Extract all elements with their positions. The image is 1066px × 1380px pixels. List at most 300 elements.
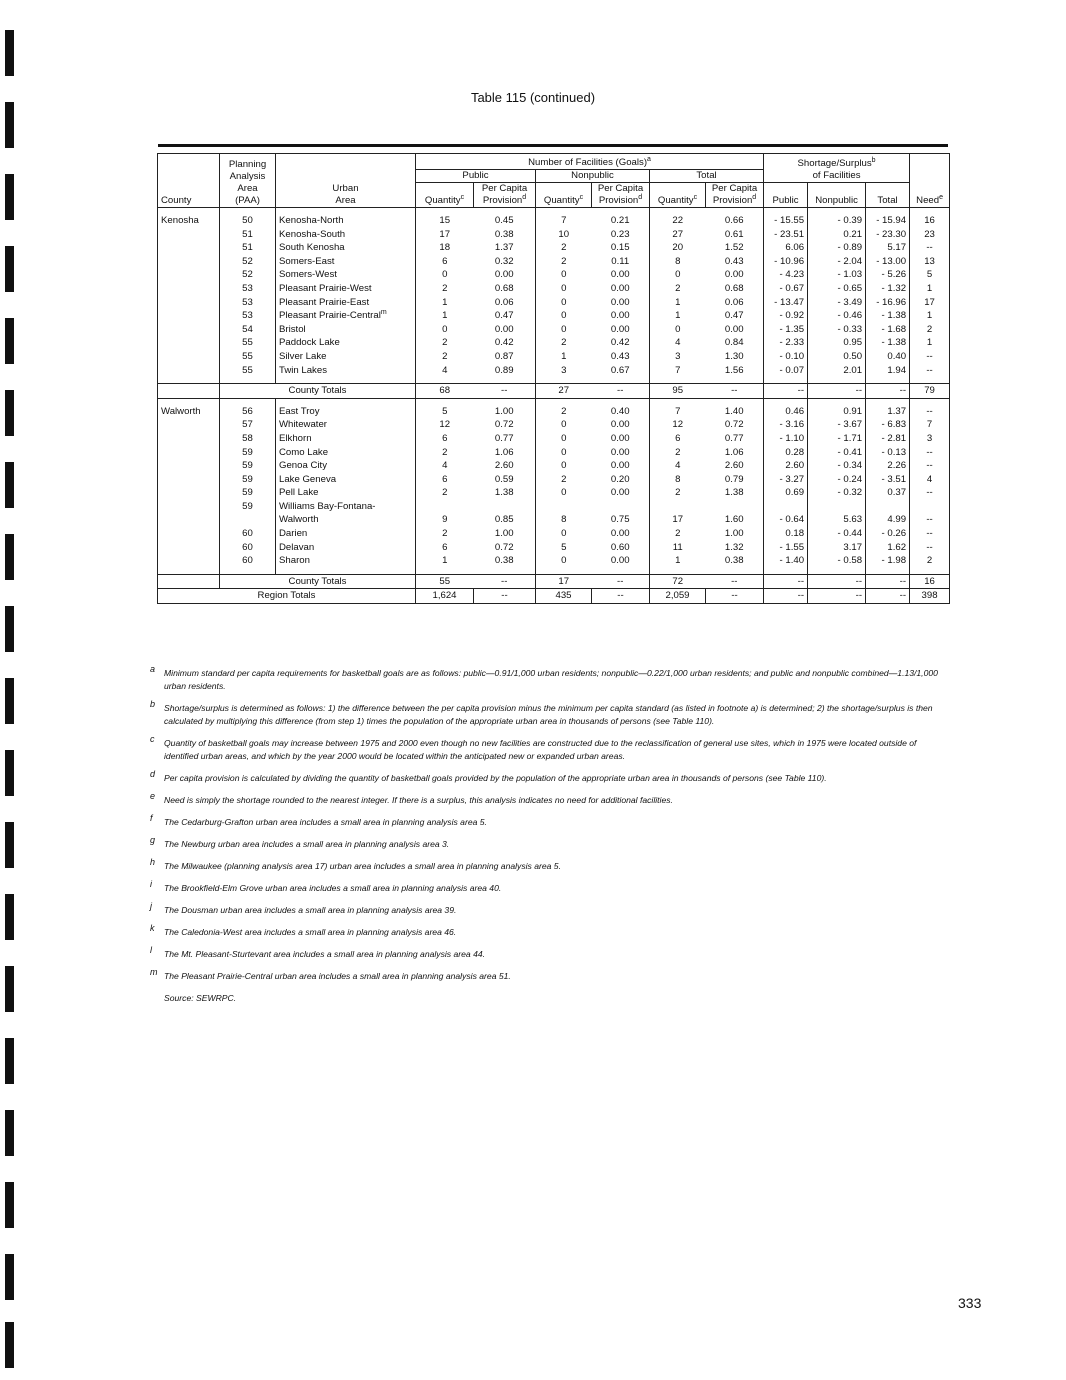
urban-area-cell [276, 296, 416, 310]
table-row [158, 323, 950, 337]
public-provision-cell: 0.68 [494, 282, 514, 294]
total-quantity-cell: 3 [650, 350, 706, 364]
county-cell [158, 364, 220, 378]
county-cell [158, 241, 220, 255]
binder-mark [5, 1182, 14, 1228]
header-urban-area: Urban Area [276, 154, 416, 208]
shortage-nonpublic-cell: - 0.65 [808, 282, 866, 296]
shortage-total-cell: 2.26 [866, 459, 910, 473]
urban-area-cell [276, 323, 416, 337]
footnote-text: The Dousman urban area includes a small area in planning analysis area 39. [164, 905, 457, 915]
shortage-public-cell: - 3.27 [779, 473, 805, 485]
header-total-provision: Per Capita Provision$^d$ [706, 183, 764, 208]
nonpublic-quantity-cell: 2 [536, 473, 592, 487]
nonpublic-quantity-cell: 0 [536, 418, 592, 432]
urban-area-name: South Kenosha [279, 242, 345, 254]
nonpublic-quantity-cell: 2 [536, 405, 592, 419]
total-provision-cell: 1.06 [706, 446, 764, 460]
total-quantity-cell: 0 [650, 268, 706, 282]
county-cell [158, 513, 220, 527]
header-number-of-facilities: Number of Facilities (Goals)$^a$ [416, 154, 764, 170]
source-note: Source: SEWRPC. [164, 993, 237, 1003]
total-quantity-cell: 17 [650, 513, 706, 527]
shortage-nonpublic-cell: 0.21 [808, 228, 866, 242]
table-row [158, 336, 950, 350]
total-quantity-cell: 22 [650, 214, 706, 228]
shortage-total-cell: 1.94 [866, 364, 910, 378]
footnote [150, 857, 950, 873]
shortage-public-cell: - 0.10 [779, 350, 805, 362]
public-provision-cell: 0.77 [494, 432, 514, 444]
footnote [150, 945, 950, 961]
public-provision-cell: 1.38 [494, 487, 514, 499]
total-quantity-cell: 8 [650, 473, 706, 487]
shortage-nonpublic-cell: - 3.67 [808, 418, 866, 432]
shortage-total-cell: - 13.00 [866, 255, 910, 269]
footnote [150, 967, 950, 983]
need-cell: -- [910, 527, 950, 541]
totals-public-provision-cell: -- [474, 384, 536, 399]
header-public: Public [416, 170, 536, 183]
binder-mark [5, 390, 14, 436]
urban-area-cell [276, 432, 416, 446]
header-total-quantity: Quantity$^c$ [650, 183, 706, 208]
total-quantity-cell: 11 [650, 541, 706, 555]
table-row [158, 554, 950, 568]
table-row [158, 432, 950, 446]
nonpublic-quantity-cell: 10 [536, 228, 592, 242]
paa-cell: 51 [220, 228, 276, 242]
shortage-public-cell: 2.60 [785, 460, 805, 472]
total-quantity-cell: 12 [650, 418, 706, 432]
nonpublic-provision-cell: 0.11 [611, 255, 630, 267]
paa-cell: 55 [220, 336, 276, 350]
shortage-total-cell: - 16.96 [866, 296, 910, 310]
county-cell [158, 350, 220, 364]
total-quantity-cell: 2 [650, 527, 706, 541]
footnote [150, 813, 950, 829]
binder-mark [5, 174, 14, 220]
shortage-nonpublic-cell [808, 500, 866, 514]
public-provision-cell: 0.45 [494, 215, 514, 226]
public-quantity-cell: 9 [416, 513, 474, 527]
need-cell: -- [910, 405, 950, 419]
public-quantity-cell: 4 [416, 459, 474, 473]
shortage-total-cell: 4.99 [866, 513, 910, 527]
urban-area-name: Como Lake [279, 446, 329, 458]
county-cell [158, 541, 220, 555]
footnote [150, 879, 950, 895]
totals-total-provision-cell: -- [706, 384, 764, 399]
header-nonpublic: Nonpublic [536, 170, 650, 183]
urban-area-cell [276, 459, 416, 473]
binder-mark [5, 102, 14, 148]
shortage-public-cell: - 10.96 [774, 255, 805, 267]
county-cell [158, 323, 220, 337]
shortage-nonpublic-cell: - 0.41 [808, 446, 866, 460]
shortage-total-cell: - 6.83 [866, 418, 910, 432]
urban-area-cell [276, 214, 416, 228]
footnotes [150, 664, 950, 1014]
urban-area-cell [276, 255, 416, 269]
region-public-provision-cell: -- [474, 589, 536, 604]
totals-shortage-total-cell: -- [866, 574, 910, 589]
public-provision-cell: 0.72 [494, 541, 514, 553]
nonpublic-provision-cell: 0.00 [610, 432, 630, 444]
nonpublic-quantity-cell: 0 [536, 527, 592, 541]
public-provision-cell: 0.85 [494, 514, 514, 526]
county-cell [158, 432, 220, 446]
public-quantity-cell: 2 [416, 282, 474, 296]
public-provision-cell: 0.00 [494, 323, 514, 335]
shortage-total-cell: - 1.98 [866, 554, 910, 568]
nonpublic-quantity-cell: 7 [536, 214, 592, 228]
county-cell: Walworth [158, 405, 220, 419]
shortage-nonpublic-cell: - 2.04 [808, 255, 866, 269]
urban-area-cell [276, 500, 416, 514]
totals-need-cell: 79 [910, 384, 950, 399]
nonpublic-quantity-cell: 5 [536, 541, 592, 555]
urban-area-cell [276, 405, 416, 419]
nonpublic-provision-cell: 0.00 [610, 460, 630, 472]
footnote [150, 769, 950, 785]
urban-area-cell [276, 541, 416, 555]
footnote-text: Shortage/surplus is determined as follows: 1) the difference between the per capita provision minus the minimum per capita standard (as listed in footnote a) is determined; 2) the shortage/surplus is then calculated by multiplying this difference (from step 1) times the population of the appropriate urban area in thousands of persons (see Table 110). [164, 703, 933, 726]
paa-cell: 54 [220, 323, 276, 337]
shortage-public-cell: - 15.55 [774, 215, 805, 226]
footnote-mark: f [150, 813, 153, 823]
shortage-nonpublic-cell: 3.17 [808, 541, 866, 555]
binder-mark [5, 750, 14, 796]
public-quantity-cell: 1 [416, 309, 474, 323]
urban-area-name: Darien [279, 528, 308, 540]
header-total: Total [650, 170, 764, 183]
binder-mark [5, 318, 14, 364]
totals-total-quantity-cell: 95 [650, 384, 706, 399]
shortage-nonpublic-cell: - 0.44 [808, 527, 866, 541]
header-shortage-public: Public [764, 183, 808, 208]
shortage-total-cell: - 1.38 [866, 336, 910, 350]
total-quantity-cell: 8 [650, 255, 706, 269]
county-cell [158, 255, 220, 269]
total-provision-cell: 0.43 [706, 255, 764, 269]
total-provision-cell: 1.60 [706, 513, 764, 527]
urban-area-cell [276, 241, 416, 255]
need-cell: -- [910, 446, 950, 460]
public-provision-cell: 0.42 [494, 337, 514, 349]
urban-area-name: Bristol [279, 323, 306, 335]
shortage-nonpublic-cell: - 0.33 [808, 323, 866, 337]
footnote-mark: h [150, 857, 156, 867]
urban-area-name: Pleasant Prairie-Central [279, 310, 381, 322]
table-body [158, 208, 950, 604]
total-quantity-cell: 4 [650, 336, 706, 350]
footnote-text: The Newburg urban area includes a small area in planning analysis area 3. [164, 839, 450, 849]
totals-total-provision-cell: -- [706, 574, 764, 589]
shortage-public-cell: - 0.64 [779, 514, 805, 526]
paa-cell: 50 [220, 214, 276, 228]
totals-shortage-public-cell: -- [764, 574, 808, 589]
need-cell: -- [910, 513, 950, 527]
shortage-nonpublic-cell: - 1.03 [808, 268, 866, 282]
nonpublic-provision-cell: 0.00 [610, 419, 630, 431]
paa-cell: 60 [220, 527, 276, 541]
header-shortage-total: Total [866, 183, 910, 208]
county-cell [158, 418, 220, 432]
header-nonpublic-provision: Per Capita Provision$^d$ [592, 183, 650, 208]
need-cell: 2 [910, 554, 950, 568]
public-provision-cell: 0.59 [494, 473, 514, 485]
urban-area-name: Somers-East [279, 255, 335, 267]
binder-mark [5, 1254, 14, 1300]
public-quantity-cell: 4 [416, 364, 474, 378]
need-cell [910, 500, 950, 514]
public-quantity-cell: 17 [416, 228, 474, 242]
table-row [158, 350, 950, 364]
need-cell: 1 [910, 309, 950, 323]
shortage-public-cell: - 1.10 [779, 432, 805, 444]
footnote [150, 791, 950, 807]
total-quantity-cell: 0 [650, 323, 706, 337]
shortage-total-cell: - 15.94 [866, 214, 910, 228]
shortage-public-cell: - 23.51 [774, 228, 805, 240]
urban-area-name: Whitewater [279, 419, 327, 431]
shortage-public-cell [764, 500, 808, 514]
county-totals-label: County Totals [220, 384, 416, 399]
footnote-text: Minimum standard per capita requirements for basketball goals are as follows: public—0.91/1,000 urban residents; nonpublic—0.22/1,000 urban residents; and public and nonpublic combined—1.13/1,000 urban residents. [164, 668, 938, 691]
binder-mark [5, 894, 14, 940]
paa-cell: 59 [220, 459, 276, 473]
binder-mark [5, 462, 14, 508]
footnote-text: Need is simply the shortage rounded to the nearest integer. If there is a surplus, this analysis indicates no need for additional facilities. [164, 795, 673, 805]
nonpublic-quantity-cell: 0 [536, 323, 592, 337]
need-cell: 23 [910, 228, 950, 242]
urban-area-cell [276, 309, 416, 323]
total-quantity-cell: 2 [650, 486, 706, 500]
paa-cell [220, 513, 276, 527]
footnote-text: The Cedarburg-Grafton urban area includes a small area in planning analysis area 5. [164, 817, 487, 827]
nonpublic-quantity-cell: 0 [536, 459, 592, 473]
footnote-text: The Milwaukee (planning analysis area 17) urban area includes a small area in planning analysis area 5. [164, 861, 561, 871]
public-provision-cell: 0.06 [494, 296, 514, 308]
nonpublic-provision-cell: 0.00 [610, 323, 630, 335]
table-row [158, 446, 950, 460]
public-quantity-cell: 6 [416, 255, 474, 269]
binder-mark [5, 822, 14, 868]
public-quantity-cell: 6 [416, 473, 474, 487]
urban-area-name: Elkhorn [279, 432, 312, 444]
binder-mark [5, 30, 14, 76]
need-cell: 1 [910, 282, 950, 296]
header-nonpublic-quantity: Quantity$^c$ [536, 183, 592, 208]
footnote-text: The Mt. Pleasant-Sturtevant area includes a small area in planning analysis area 44. [164, 949, 486, 959]
footnote-mark: m [150, 967, 158, 977]
footnote-mark: k [150, 923, 155, 933]
public-provision-cell: 0.38 [494, 555, 514, 567]
total-provision-cell [706, 500, 764, 514]
public-quantity-cell: 0 [416, 268, 474, 282]
binder-mark [5, 1038, 14, 1084]
paa-cell: 57 [220, 418, 276, 432]
total-provision-cell: 1.00 [706, 527, 764, 541]
footnote-mark: l [150, 945, 152, 955]
total-provision-cell: 1.52 [706, 241, 764, 255]
urban-area-cell [276, 282, 416, 296]
total-quantity-cell: 20 [650, 241, 706, 255]
shortage-total-cell: - 23.30 [866, 228, 910, 242]
public-provision-cell: 2.60 [494, 460, 514, 472]
need-cell: 3 [910, 432, 950, 446]
urban-area-cell [276, 350, 416, 364]
public-provision-cell: 1.00 [494, 405, 514, 417]
need-cell: 5 [910, 268, 950, 282]
public-provision-cell: 0.87 [494, 350, 514, 362]
table-row [158, 541, 950, 555]
shortage-nonpublic-cell: - 0.39 [808, 214, 866, 228]
footnote-mark: d [150, 769, 156, 779]
total-provision-cell: 0.84 [706, 336, 764, 350]
footnote-mark: j [150, 901, 152, 911]
urban-area-name: Genoa City [279, 460, 327, 472]
public-provision-cell: 0.00 [494, 269, 514, 281]
nonpublic-provision-cell: 0.00 [610, 487, 630, 499]
urban-area-name: Somers-West [279, 269, 337, 281]
need-cell: -- [910, 486, 950, 500]
nonpublic-provision-cell: 0.67 [610, 364, 630, 376]
nonpublic-quantity-cell: 2 [536, 255, 592, 269]
county-cell [158, 296, 220, 310]
total-quantity-cell: 7 [650, 364, 706, 378]
shortage-public-cell: 0.69 [785, 487, 805, 499]
shortage-nonpublic-cell: 2.01 [808, 364, 866, 378]
shortage-nonpublic-cell: - 1.71 [808, 432, 866, 446]
county-totals-row [158, 384, 950, 399]
totals-shortage-total-cell: -- [866, 384, 910, 399]
public-quantity-cell: 2 [416, 527, 474, 541]
county-cell [158, 268, 220, 282]
public-provision-cell: 0.38 [494, 228, 514, 240]
page-number: 333 [958, 1295, 982, 1311]
nonpublic-provision-cell: 0.60 [610, 541, 630, 553]
totals-shortage-public-cell: -- [764, 384, 808, 399]
totals-need-cell: 16 [910, 574, 950, 589]
urban-area-name: Lake Geneva [279, 473, 337, 485]
totals-shortage-nonpublic-cell: -- [808, 384, 866, 399]
footnote [150, 664, 950, 693]
region-nonpublic-quantity-cell: 435 [536, 589, 592, 604]
urban-area-cell [276, 228, 416, 242]
footnote-mark: b [150, 699, 156, 709]
total-provision-cell: 1.38 [706, 486, 764, 500]
nonpublic-provision-cell: 0.20 [610, 473, 630, 485]
nonpublic-provision-cell: 0.75 [610, 514, 630, 526]
nonpublic-quantity-cell: 0 [536, 446, 592, 460]
paa-cell: 59 [220, 446, 276, 460]
binder-mark [5, 966, 14, 1012]
shortage-public-cell: 0.46 [785, 405, 805, 417]
nonpublic-quantity-cell: 0 [536, 309, 592, 323]
footnote [150, 901, 950, 917]
total-provision-cell: 0.79 [706, 473, 764, 487]
need-cell: -- [910, 350, 950, 364]
need-cell: 7 [910, 418, 950, 432]
shortage-nonpublic-cell: - 0.24 [808, 473, 866, 487]
header-public-quantity: Quantity$^c$ [416, 183, 474, 208]
table-row [158, 241, 950, 255]
footnote-mark: g [150, 835, 156, 845]
shortage-total-cell: - 1.32 [866, 282, 910, 296]
total-quantity-cell: 2 [650, 446, 706, 460]
footnote-mark: e [150, 791, 156, 801]
county-cell [158, 459, 220, 473]
need-cell: -- [910, 541, 950, 555]
need-cell: 4 [910, 473, 950, 487]
public-provision-cell: 1.06 [494, 446, 514, 458]
public-quantity-cell: 6 [416, 541, 474, 555]
shortage-total-cell: 5.17 [866, 241, 910, 255]
public-provision-cell: 1.37 [494, 242, 514, 254]
table-row [158, 255, 950, 269]
urban-area-footnote-mark: m [380, 309, 387, 316]
paa-cell: 53 [220, 282, 276, 296]
region-shortage-nonpublic-cell: -- [808, 589, 866, 604]
total-provision-cell: 0.61 [706, 228, 764, 242]
urban-area-name: Kenosha-North [279, 215, 344, 226]
header-shortage-nonpublic: Nonpublic [808, 183, 866, 208]
totals-shortage-nonpublic-cell: -- [808, 574, 866, 589]
total-provision-cell: 0.68 [706, 282, 764, 296]
public-provision-cell [474, 500, 536, 514]
county-cell: Kenosha [158, 214, 220, 228]
shortage-public-cell: 0.18 [785, 528, 805, 540]
county-cell [158, 282, 220, 296]
urban-area-name: Pleasant Prairie-West [279, 282, 372, 294]
nonpublic-quantity-cell: 0 [536, 296, 592, 310]
footnote-text: Per capita provision is calculated by dividing the quantity of basketball goals provided by the population of the appropriate urban area in thousands of persons (see Table 110). [164, 773, 827, 783]
total-provision-cell: 1.32 [706, 541, 764, 555]
basketball-goals-table [157, 153, 950, 604]
public-quantity-cell: 2 [416, 446, 474, 460]
shortage-total-cell: - 0.13 [866, 446, 910, 460]
county-cell [158, 309, 220, 323]
public-quantity-cell: 2 [416, 336, 474, 350]
need-cell: 17 [910, 296, 950, 310]
public-quantity-cell: 1 [416, 554, 474, 568]
total-provision-cell: 1.56 [706, 364, 764, 378]
paa-cell: 59 [220, 473, 276, 487]
region-public-quantity-cell: 1,624 [416, 589, 474, 604]
table-row [158, 228, 950, 242]
total-provision-cell: 0.72 [706, 418, 764, 432]
total-provision-cell: 0.00 [706, 268, 764, 282]
table-row [158, 364, 950, 378]
public-provision-cell: 0.72 [494, 419, 514, 431]
binder-mark [5, 534, 14, 580]
region-need-cell: 398 [910, 589, 950, 604]
nonpublic-provision-cell: 0.00 [610, 282, 630, 294]
totals-nonpublic-provision-cell: -- [592, 574, 650, 589]
urban-area-name: East Troy [279, 405, 320, 417]
urban-area-name: Walworth [279, 514, 319, 526]
county-cell [158, 500, 220, 514]
region-totals-row [158, 589, 950, 604]
nonpublic-quantity-cell [536, 500, 592, 514]
need-cell: 1 [910, 336, 950, 350]
totals-public-quantity-cell: 55 [416, 574, 474, 589]
table-row [158, 486, 950, 500]
totals-public-quantity-cell: 68 [416, 384, 474, 399]
urban-area-cell [276, 446, 416, 460]
